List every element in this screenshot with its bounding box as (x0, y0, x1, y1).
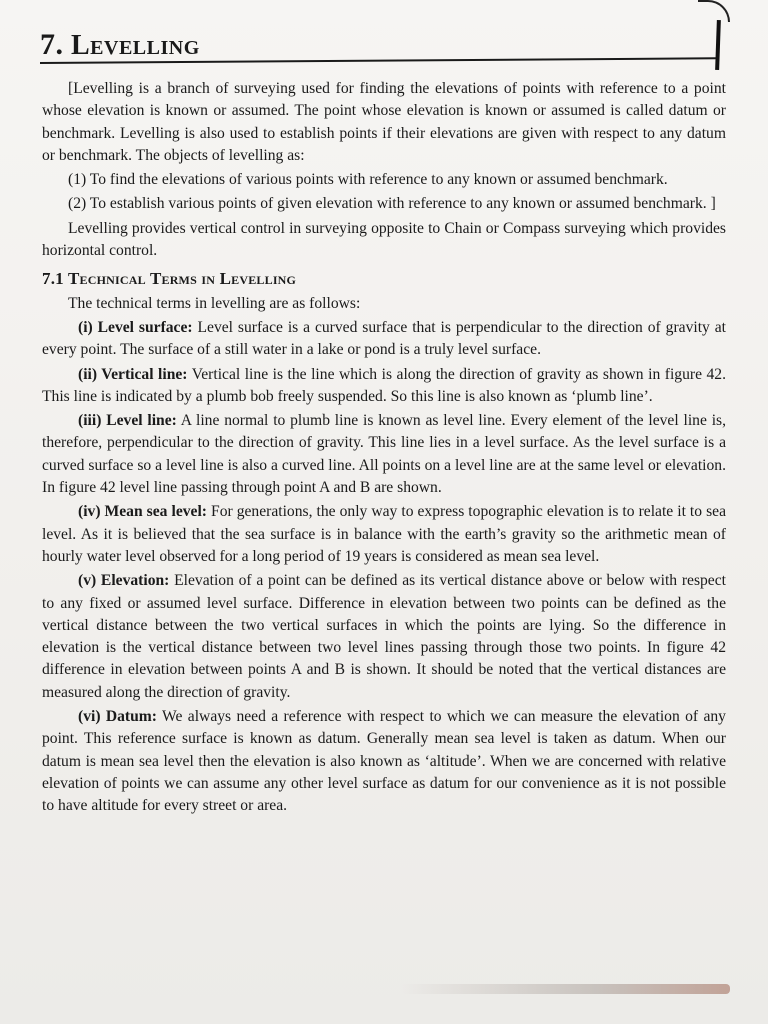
objects-list (42, 169, 726, 216)
term-label: (v) Elevation: (78, 572, 170, 590)
page-edge-shadow (400, 984, 730, 994)
term-text: Elevation of a point can be defined as its vertical distance above or below with respect to any fixed or assumed level surface. Difference in elevation between two points can be defined as the vertical distance between the two vertical surfaces in which the points are lying. So the difference in elevation is the vertical distance between two level lines passing through those two points. In figure 42 difference in elevation between points A and B is shown. It should be noted that the vertical distances are measured along the direction of gravity. (42, 572, 726, 701)
term-vertical-line (42, 364, 726, 409)
page-corner-curl (698, 0, 730, 22)
term-label: (i) Level surface: (78, 318, 193, 336)
term-mean-sea-level (42, 501, 726, 568)
term-label: (iii) Level line: (78, 412, 177, 430)
section-heading: 7.1 Technical Terms in Levelling (42, 269, 297, 289)
intro-paragraph: [Levelling is a branch of surveying used for finding the elevations of points with reference to a point whose elevation is known or assumed. The point whose elevation is known or assumed is called datum or benchmark. Levelling is also used to establish points if their elevations are given with respect to any datum or benchmark. The objects of levelling as: (42, 80, 726, 164)
term-text: Vertical line is the line which is along the direction of gravity as shown in figure 42. This line is indicated by a plumb bob freely suspended. So this line is also known as ‘plumb line’. (42, 365, 726, 405)
chapter-title (40, 28, 200, 62)
term-label: (iv) Mean sea level: (78, 503, 207, 521)
term-label: (vi) Datum: (78, 708, 157, 726)
handwritten-bracket-close: ] (706, 195, 716, 213)
handwritten-bracket-open: [ (68, 80, 74, 97)
term-datum (42, 706, 726, 817)
page-body (42, 78, 726, 820)
pen-mark (715, 20, 721, 70)
term-level-line (42, 410, 726, 499)
term-text: Level surface is a curved surface that is perpendicular to the direction of gravity at every point. The surface of a still water in a lake or pond is a truly level surface. (42, 318, 726, 359)
term-elevation (42, 570, 726, 704)
intro-paragraph-2: Levelling provides vertical control in surveying opposite to Chain or Compass surveying which provides horizontal control. (42, 219, 726, 260)
chapter-title-text: Levelling (71, 30, 200, 61)
chapter-number: 7. (40, 28, 64, 61)
term-level-surface (42, 317, 726, 362)
term-label: (ii) Vertical line: (78, 365, 188, 383)
section-lead: The technical terms in levelling are as follows: (68, 294, 361, 312)
term-text: For generations, the only way to express topographic elevation is to relate it to sea level. As it is believed that the sea surface is in balance with the earth’s gravity so the arithmetic mean of hourly water level observed for a long period of 19 years is considered as mean sea level. (42, 503, 726, 565)
term-text: We always need a reference with respect to which we can measure the elevation of any point. This reference surface is known as datum. Generally mean sea level is taken as datum. When our datum is mean sea level then the elevation is also known as ‘altitude’. When we are concerned with relative elevation of points we can assume any other level surface as datum for our convenience as it is not possible to have altitude for every street or area. (42, 708, 726, 815)
object-item-2: (2) To establish various points of given elevation with reference to any known or assumed benchmark. ] (68, 195, 716, 213)
object-item-1: (1) To find the elevations of various points with reference to any known or assumed benchmark. (68, 171, 668, 189)
term-text: A line normal to plumb line is known as level line. Every element of the level line is, therefore, perpendicular to the direction of gravity. This line lies in a level surface. As the level surface is a curved surface so a level line is also a curved line. All points on a level line are at the same level or elevation. In figure 42 level line passing through point A and B are shown. (42, 412, 726, 497)
